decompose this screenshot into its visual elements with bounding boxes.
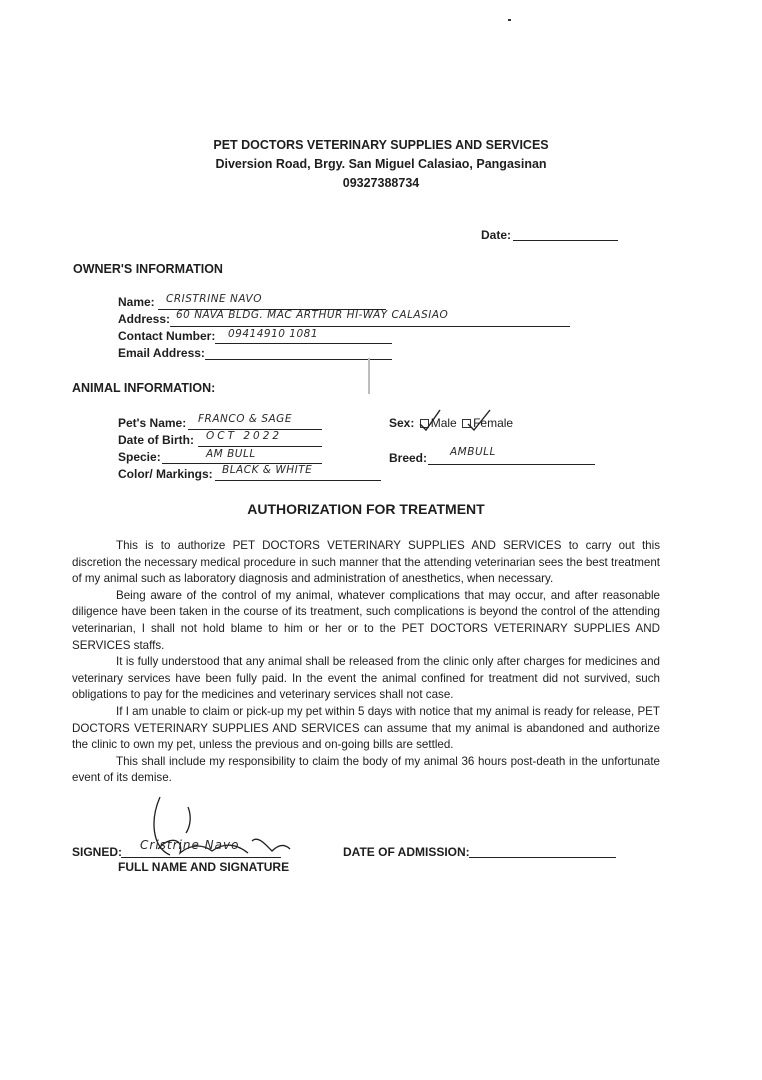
male-label: Male <box>430 416 457 430</box>
email-label: Email Address: <box>118 346 205 360</box>
authorization-title: AUTHORIZATION FOR TREATMENT <box>247 501 485 517</box>
pet-name-value: FRANCO & SAGE <box>198 413 292 425</box>
clinic-name: PET DOCTORS VETERINARY SUPPLIES AND SERVICES <box>213 138 549 152</box>
authorization-paragraph: Being aware of the control of my animal, whatever complications that may occur, and after reasonable diligence have been taken in the course of its treatment, such complications is beyond the control of the attending veterinarian, I shall not hold blame to him or her or to the PET DOCTORS VETERINARY SUPPLIES AND SERVICES staffs. <box>72 588 660 652</box>
female-label: Female <box>473 416 514 430</box>
owner-name-label: Name: <box>118 295 155 309</box>
authorization-paragraph: This shall include my responsibility to claim the body of my animal 36 hours post-death in the unfortunate event of its demise. <box>72 754 660 785</box>
clinic-address: Diversion Road, Brgy. San Miguel Calasiao, Pangasinan <box>215 157 547 171</box>
breed-label: Breed: <box>389 451 428 465</box>
owner-address-label: Address: <box>118 312 171 326</box>
specie-label: Specie: <box>118 450 161 464</box>
authorization-paragraph: It is fully understood that any animal shall be released from the clinic only after charges for medicines and veterinary services have been fully paid. In the event the animal confined for treatment did not survived, such obligations to pay for the medicines and veterinary services shall not case. <box>72 655 660 702</box>
signed-label: SIGNED: <box>72 845 123 859</box>
scan-mark <box>368 358 370 394</box>
date-line <box>513 240 618 241</box>
signature-value: Cristrine Navo <box>140 838 240 852</box>
scan-speck <box>508 19 511 21</box>
admission-label: DATE OF ADMISSION: <box>343 845 470 859</box>
sex-checkmarks <box>418 408 518 432</box>
animal-heading: ANIMAL INFORMATION: <box>72 381 216 395</box>
authorization-paragraph: This is to authorize PET DOCTORS VETERINARY SUPPLIES AND SERVICES to carry out this discretion the necessary medical procedure in such manner that the attending veterinarian sees the best treatment of my animal such as laboratory diagnosis and administration of anesthetics, when necessary. <box>72 539 660 586</box>
breed-value: AMBULL <box>450 446 496 458</box>
clinic-phone: 09327388734 <box>342 176 420 190</box>
color-line <box>215 480 381 481</box>
dob-line <box>198 446 322 447</box>
contact-label: Contact Number: <box>118 329 216 343</box>
signature-mark <box>140 785 300 870</box>
specie-value: AM BULL <box>206 448 256 460</box>
contact-value: 09414910 1081 <box>228 328 319 340</box>
owner-name-value: CRISTRINE NAVO <box>166 293 262 305</box>
date-label: Date: <box>481 228 512 242</box>
email-line <box>205 359 392 360</box>
color-value: BLACK & WHITE <box>222 464 313 476</box>
owner-heading: OWNER'S INFORMATION <box>73 262 223 276</box>
color-label: Color/ Markings: <box>118 467 213 481</box>
authorization-paragraph: If I am unable to claim or pick-up my pet within 5 days with notice that my animal is ready for release, PET DOCTORS VETERINARY SUPPLIES AND SERVICES can assume that my animal is abandoned and authorize the clinic to own my pet, unless the previous and on-going bills are settled. <box>72 704 660 752</box>
dob-label: Date of Birth: <box>118 433 194 447</box>
contact-line <box>215 343 392 344</box>
authorization-body <box>72 538 660 787</box>
owner-address-value: 60 NAVA BLDG. MAC ARTHUR HI-WAY CALASIAO <box>176 309 449 321</box>
breed-line <box>428 464 595 465</box>
signature-caption: FULL NAME AND SIGNATURE <box>118 860 290 874</box>
dob-value: OCT 2022 <box>206 430 283 442</box>
pet-name-label: Pet's Name: <box>118 416 187 430</box>
admission-line <box>469 857 616 858</box>
sex-label: Sex: <box>389 416 415 430</box>
owner-address-line <box>170 326 570 327</box>
